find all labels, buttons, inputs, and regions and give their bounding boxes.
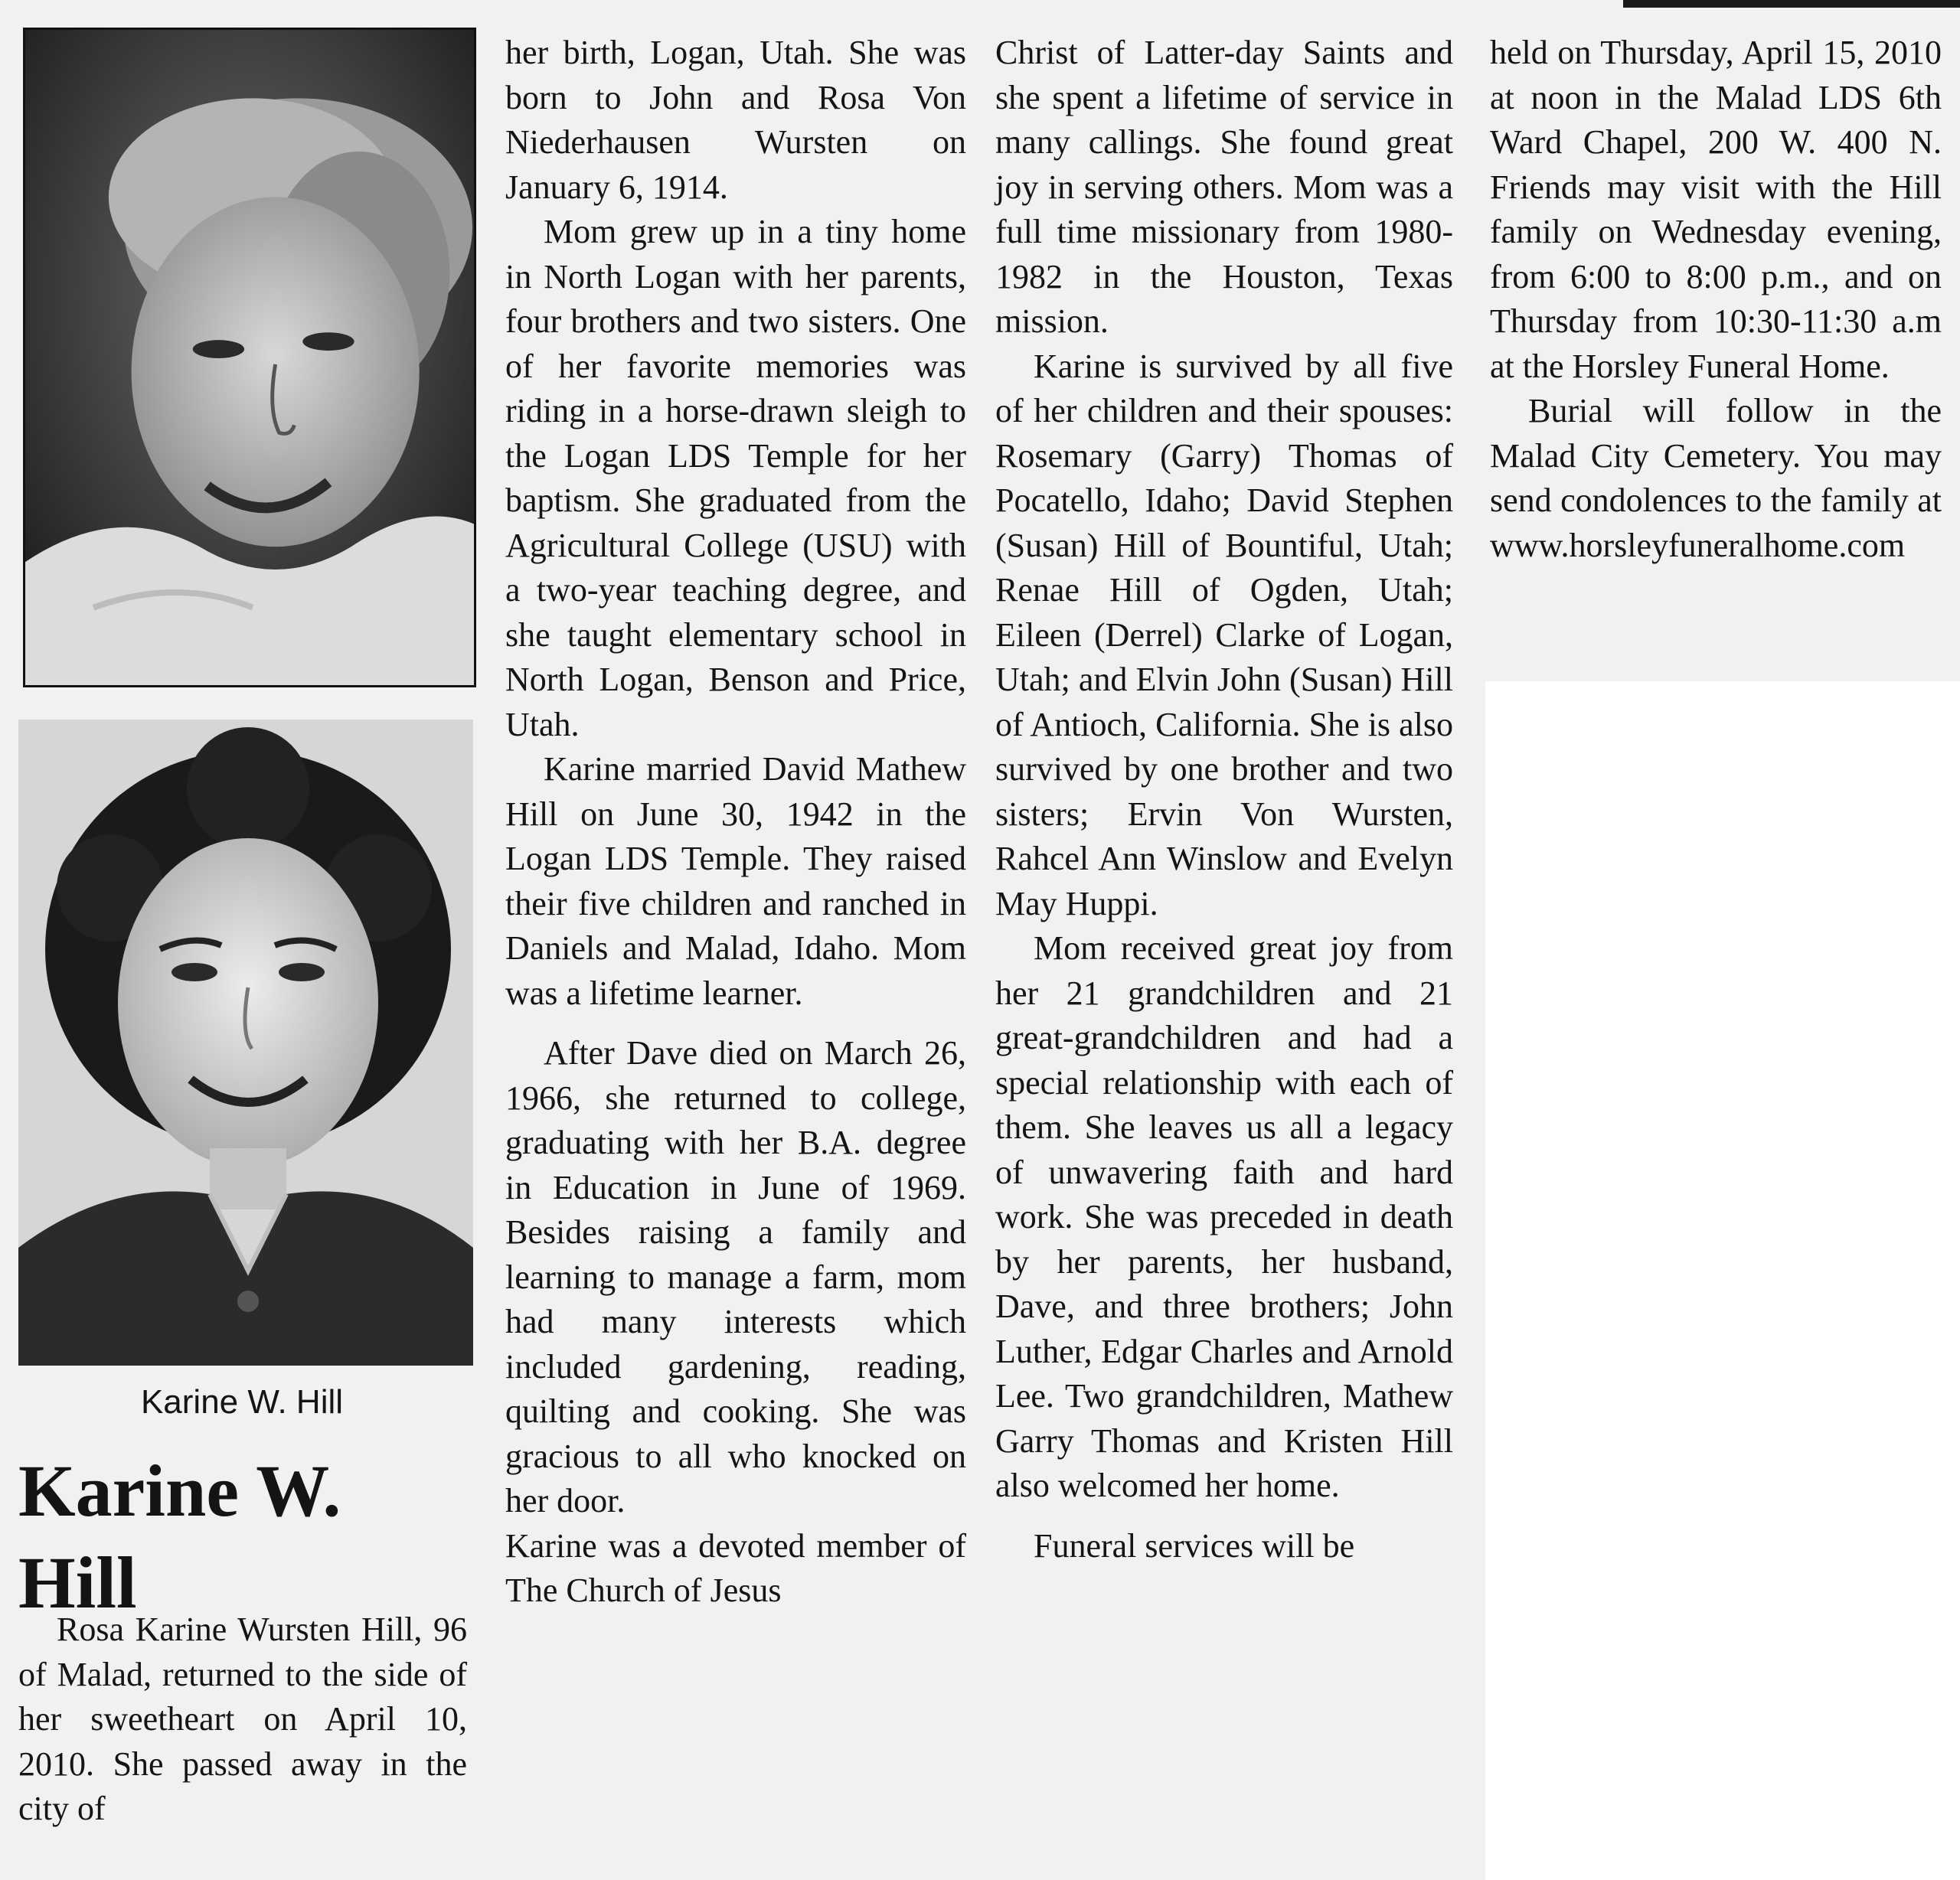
paragraph: held on Thursday, April 15, 2010 at noon in the Malad LDS 6th Ward Chapel, 200 W. 400 N. Friends may visit with the Hill family on Wednesday evening, from 6:00 to 8:00 p.m., and on Thursday from 10:30-11:30 a.m at the Horsley Funeral Home. xyxy=(1490,34,1942,385)
obituary-column-4 xyxy=(1490,31,1942,568)
paragraph: Mom received great joy from her 21 grandchildren and 21 great-grandchildren and had a special relationship with each of them. She leaves us all a legacy of unwavering faith and hard work. She was preceded in death by her parents, her husband, Dave, and three brothers; John Luther, Edgar Charles and Arnold Lee. Two grandchildren, Mathew Garry Thomas and Kristen Hill also welcomed her home. xyxy=(995,929,1453,1504)
photo-caption: Karine W. Hill xyxy=(140,1383,344,1421)
paragraph: Karine married David Mathew Hill on June 30, 1942 in the Logan LDS Temple. They raised their five children and ranched in Daniels and Malad, Idaho. Mom was a lifetime learner. xyxy=(505,750,966,1012)
top-rule xyxy=(1623,0,1960,8)
paragraph: her birth, Logan, Utah. She was born to John and Rosa Von Niederhausen Wursten on January 6, 1914. xyxy=(505,34,966,206)
obituary-headline: Karine W. Hill xyxy=(18,1450,341,1624)
obituary-column-3 xyxy=(995,31,1453,1568)
portrait-young-photo xyxy=(18,720,473,1366)
paragraph: Funeral services will be xyxy=(1034,1526,1355,1565)
paragraph: After Dave died on March 26, 1966, she returned to college, graduating with her B.A. degree in Education in June of 1969. Besides raising a family and learning to manage a farm, mom had many interests which included gardening, reading, quilting and cooking. She was gracious to all who knocked on her door. xyxy=(505,1034,966,1519)
paragraph: Mom grew up in a tiny home in North Logan with her parents, four brothers and two sisters. One of her favorite memories was riding in a horse-drawn sleigh to the Logan LDS Temple for her baptism. She graduated from the Agricultural College (USU) with a two-year teaching degree, and she taught elementary school in North Logan, Benson and Price, Utah. xyxy=(505,213,966,743)
obituary-column-2 xyxy=(505,31,966,1614)
paragraph: Karine is survived by all five of her children and their spouses: Rosemary (Garry) Thomas of Pocatello, Idaho; David Stephen (Susan) Hill of Bountiful, Utah; Renae Hill of Ogden, Utah; Eileen (Derrel) Clarke of Logan, Utah; and Elvin John (Susan) Hill of Antioch, California. She is also survived by one brother and two sisters; Ervin Von Wursten, Rahcel Ann Winslow and Evelyn May Huppi. xyxy=(995,347,1453,922)
paragraph: Rosa Karine Wursten Hill, 96 of Malad, returned to the side of her sweetheart on April 10, 2010. She passed away in the city of xyxy=(18,1611,467,1827)
portrait-elderly-photo xyxy=(23,28,476,687)
paragraph: Christ of Latter-day Saints and she spent a lifetime of service in many callings. She found great joy in serving others. Mom was a full time missionary from 1980-1982 in the Houston, Texas mission. xyxy=(995,34,1453,340)
paragraph: Karine was a devoted member of The Church of Jesus xyxy=(505,1526,966,1609)
paragraph: Burial will follow in the Malad City Cemetery. You may send condolences to the family at www.horsleyfuneralhome.com xyxy=(1490,392,1942,564)
blank-area xyxy=(1485,681,1960,1880)
obituary-column-1 xyxy=(18,1607,467,1832)
